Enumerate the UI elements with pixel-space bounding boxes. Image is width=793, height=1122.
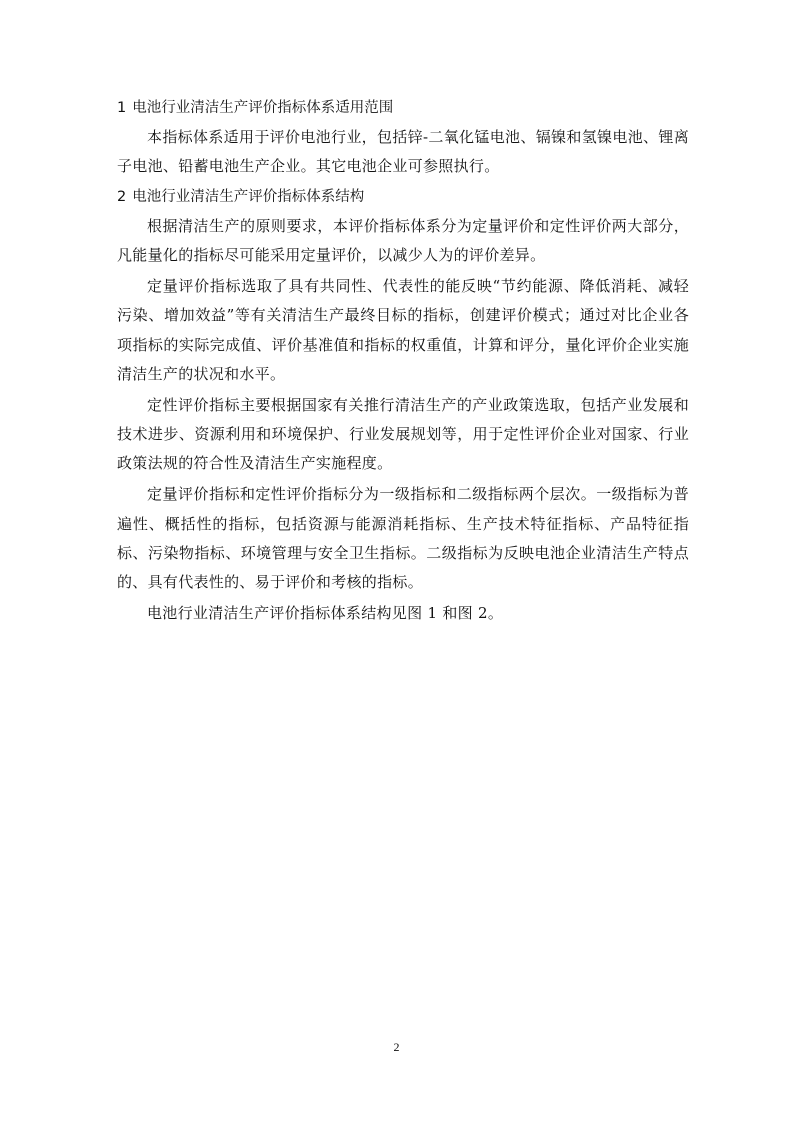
document-body xyxy=(117,94,689,630)
section-1-title: 电池行业清洁生产评价指标体系适用范围 xyxy=(132,100,394,116)
section-1-heading xyxy=(117,94,689,123)
section-2-paragraph-2: 定量评价指标选取了具有共同性、代表性的能反映“节约能源、降低消耗、减轻污染、增加效益”等有关清洁生产最终目标的指标，创建评价模式；通过对比企业各项指标的实际完成值、评价基准值和指标的权重值，计算和评分，量化评价企业实施清洁生产的状况和水平。 xyxy=(117,277,689,384)
section-2-paragraph-1: 根据清洁生产的原则要求，本评价指标体系分为定量评价和定性评价两大部分，凡能量化的指标尽可能采用定量评价，以减少人为的评价差异。 xyxy=(117,217,689,265)
page-number: 2 xyxy=(393,1040,400,1054)
section-2-heading xyxy=(117,183,689,212)
section-2-title: 电池行业清洁生产评价指标体系结构 xyxy=(132,189,365,206)
section-2-paragraph-5: 电池行业清洁生产评价指标体系结构见图 1 和图 2。 xyxy=(147,603,504,622)
section-1-number: 1 xyxy=(117,100,127,116)
section-2-paragraph-4: 定量评价指标和定性评价指标分为一级指标和二级指标两个层次。一级指标为普遍性、概括性的指标，包括资源与能源消耗指标、生产技术特征指标、产品特征指标、污染物指标、环境管理与安全卫生指标。二级指标为反映电池企业清洁生产特点的、具有代表性的、易于评价和考核的指标。 xyxy=(117,485,689,592)
section-2-paragraph-3: 定性评价指标主要根据国家有关推行清洁生产的产业政策选取，包括产业发展和技术进步、资源利用和环境保护、行业发展规划等，用于定性评价企业对国家、行业政策法规的符合性及清洁生产实施程度。 xyxy=(117,395,689,473)
section-2-number: 2 xyxy=(117,189,127,206)
section-1-paragraph-1: 本指标体系适用于评价电池行业，包括锌-二氧化锰电池、镉镍和氢镍电池、锂离子电池、铅蓄电池生产企业。其它电池企业可参照执行。 xyxy=(117,128,689,176)
